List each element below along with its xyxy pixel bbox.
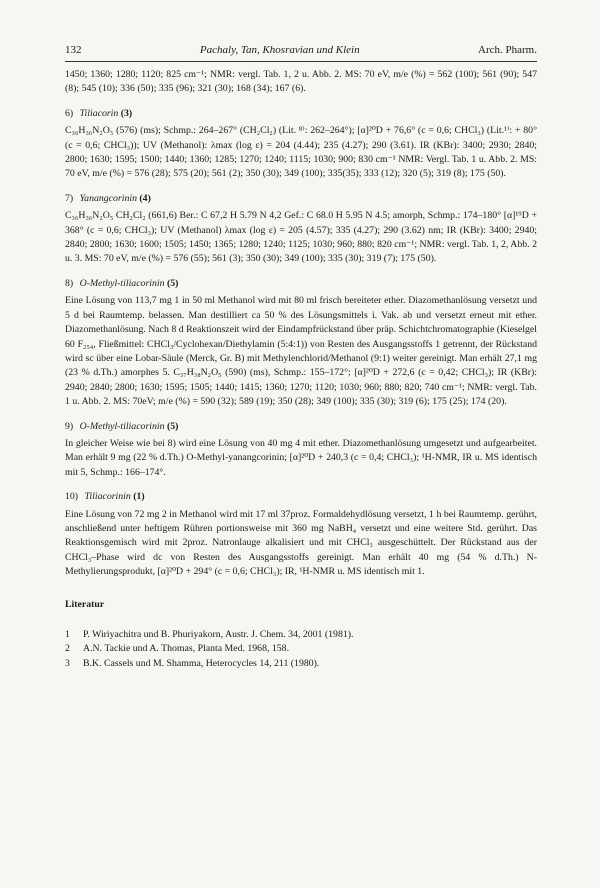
compound-name: Tiliacorinin — [84, 491, 131, 503]
reference-number: 1 — [65, 629, 70, 640]
reference-number: 3 — [65, 657, 70, 669]
compound-name: O-Methyl-tiliacorinin — [79, 277, 165, 289]
section-heading — [65, 277, 537, 291]
compound-name: O-Methyl-tiliacorinin — [79, 420, 165, 432]
literature-heading: Literatur — [65, 598, 105, 610]
section-number: 9) — [65, 420, 74, 432]
reference-list — [65, 628, 537, 671]
reference-text: B.K. Cassels und M. Shamma, Heterocycles 14, 211 (1980). — [83, 657, 320, 669]
page-number: 132 — [65, 44, 82, 56]
compound-name: Tiliacorin — [79, 107, 119, 119]
compound-name: Yanangcorinin — [79, 192, 137, 204]
intro-paragraph: 1450; 1360; 1280; 1120; 825 cm⁻¹; NMR: vergl. Tab. 1, 2 u. Abb. 2. MS: 70 eV, m/e (%) = 562 (100); 561 (90); 547 (8); 545 (10); 336 (50); 335 (96); 321 (30); 168 (34); 167 (6). — [65, 69, 537, 95]
section-7 — [65, 192, 537, 267]
reference-item — [65, 628, 537, 642]
section-heading — [65, 490, 537, 504]
section-text: Eine Lösung von 72 mg 2 in Methanol wird mit 17 ml 37proz. Formaldehydlösung versetzt, 1 h bei Raumtemp. gerührt, anschließend unter heftigem Rühren portionsweise mit 360 mg NaBH₄ versetzt und eine weitere Std. gerührt. Das Reaktionsgemisch wird mit 2proz. Natronlauge alkalisiert und mit CHCl₃ ausgeschüttelt. Der Rückstand aus der CHCl₃–Phase wird dc von Resten des Ausgangsstoffs gereinigt. Man erhält 40 mg (54 % d.Th.) N-Methylierungsprodukt, [α]²⁰D + 294° (c = 0,6; CHCl₃); IR, ¹H-NMR u. MS identisch mit 1. — [65, 508, 537, 578]
compound-tag: (5) — [166, 420, 179, 432]
section-heading — [65, 420, 537, 434]
reference-item — [65, 657, 537, 671]
compound-tag: (1) — [133, 491, 145, 503]
compound-tag: (3) — [120, 107, 133, 119]
reference-item — [65, 642, 537, 656]
reference-number: 2 — [65, 643, 70, 655]
header-rule — [65, 61, 537, 62]
compound-tag: (5) — [166, 277, 179, 289]
compound-tag: (4) — [139, 192, 151, 204]
section-text: C₃₆H₃₆N₂O₅ CH₂Cl₂ (661,6) Ber.: C 67,2 H 5.79 N 4,2 Gef.: C 68.0 H 5.95 N 4.5; amorph, Schmp.: 174–180° [α]¹⁹D + 368° (c = 0,6; CHCl₃); UV (Methanol) λmax (log ε) = 205 (4.57); 335 (4.27); 290 (3.62) nm; IR (KBr): 3400; 2940; 2840; 2800; 1630; 1600; 1505; 1450; 1365; 1280; 1240; 1125; 1030; 960; 880; 820 cm⁻¹; NMR: vergl. Tab. 1, 2, Abb. 2 u. 3. MS: 70 eV, m/e (%) = 576 (55); 561 (3); 350 (30); 349 (100); 335 (30); 319 (7); 175 (50). — [65, 210, 537, 265]
section-heading — [65, 192, 537, 206]
section-6 — [65, 107, 537, 182]
section-text: Eine Lösung von 113,7 mg 1 in 50 ml Methanol wird mit 80 ml frisch bereiteter ether. Diazomethanlösung versetzt und 5 d bei Raumtemp. belassen. Man destilliert ca 50 % des Lösungsmittels i. Vak. ab und versetzt erneut mit ether. Diazomethanlösung. Nach 8 d Reaktionszeit wird der Eindampfrückstand über präp. Schichtchromatographie (Kieselgel 60 F₂₅₄, Fließmittel: CHCl₃/Cyclohexan/Diethylamin (5:4:1)) von Resten des Ausgangsstoffs 1 getrennt, der Rückstand wird sc über eine Lobar-Säule (Merck, Gr. B) mit Methylenchlorid/Methanol (9:1) weiter gereinigt. Man erhält 27,1 mg (23 % d.Th.) amorphes 5. C₃₇H₃₈N₂O₅ (590) (ms), Schmp.: 155–172°; [α]²⁰D + 272,6 (c = 0,42; CHCl₃); IR (KBr): 2940; 2840; 2800; 1630; 1595; 1505; 1440; 1415; 1360; 1270; 1120; 1030; 960; 880; 820; 740 cm⁻¹; NMR: vergl. Tab. 1 u. Abb. 2. MS: 70eV; m/e (%) = 590 (32); 589 (19); 350 (28); 349 (100); 335 (30); 319 (6); 175 (25); 174 (20). — [65, 295, 538, 408]
reference-text: P. Wiriyachitra und B. Phuriyakorn, Austr. J. Chem. 34, 2001 (1981). — [83, 629, 354, 640]
section-number: 7) — [65, 192, 74, 204]
section-number: 6) — [65, 107, 74, 119]
section-8 — [65, 277, 537, 410]
reference-text: A.N. Tackie und A. Thomas, Planta Med. 1968, 158. — [83, 643, 290, 655]
section-text: C₃₆H₃₆N₂O₅ (576) (ms); Schmp.: 264–267° (CH₂Cl₂) (Lit. ⁸⁾: 262–264°); [α]²⁰D + 76,6° (c = 0,6; CHCl₃) (Lit.¹⁾: + 80° (c = 0,6; CHCl₃)); UV (Methanol): λmax (log ε) = 204 (4.44); 235 (4.27); 290 (3.61). IR (KBr): 3400; 2930; 2840; 2800; 1630; 1595; 1500; 1440; 1360; 1285; 1270; 1240; 1115; 1030; 900; 830 cm⁻¹ NMR: Vergl. Tab. 1 u. Abb. 2. MS: 70 eV, m/e (%) = 576 (28); 575 (20); 561 (2); 350 (30); 349 (100); 335(35); 333 (12); 320 (5); 319 (8); 175 (50). — [65, 125, 537, 180]
section-number: 10) — [65, 491, 79, 503]
section-text: In gleicher Weise wie bei 8) wird eine Lösung von 40 mg 4 mit ether. Diazomethanlösung umgesetzt und aufgearbeitet. Man erhält 9 mg (22 % d.Th.) O-Methyl-yanangcorinin; [α]²⁰D + 240,3 (c = 0,4; CHCl₃); ¹H-NMR, IR u. MS identisch mit 5, Schmp.: 166–174°. — [65, 437, 537, 478]
journal-name: Arch. Pharm. — [478, 44, 537, 56]
section-10 — [65, 490, 537, 579]
section-heading — [65, 107, 537, 121]
running-authors: Pachaly, Tan, Khosravian und Klein — [199, 44, 360, 56]
page-header — [65, 44, 537, 56]
section-9 — [65, 420, 537, 481]
section-number: 8) — [65, 277, 74, 289]
article-body — [65, 68, 537, 671]
